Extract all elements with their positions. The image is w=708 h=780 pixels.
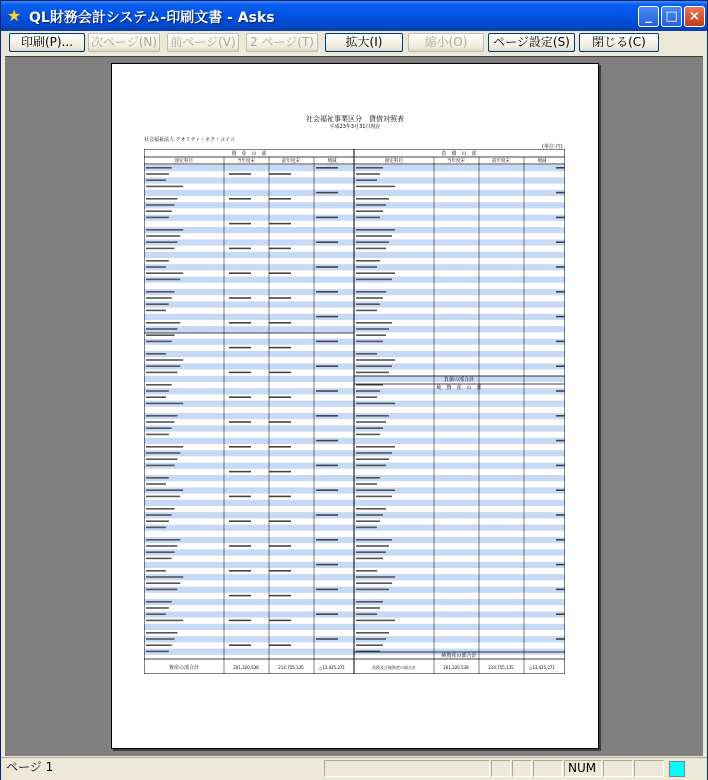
net-total-label: 純資産の部合計 — [441, 653, 477, 659]
maximize-button[interactable]: □ — [661, 6, 682, 27]
status-panel — [324, 760, 490, 777]
balance-sheet-table — [144, 149, 565, 674]
liab-net-total-curr: 201,320,538 — [443, 665, 469, 670]
col-item-right: 勘定科目 — [385, 159, 403, 164]
page-indicator: ページ 1 — [6, 760, 54, 774]
star-icon: ★ — [7, 6, 22, 25]
liab-net-total-prev: 214,755,135 — [488, 665, 514, 670]
zoom-out-button[interactable]: 縮小(O) — [408, 33, 484, 52]
document-date: 平成23年3月31日現在 — [329, 124, 381, 130]
next-page-button[interactable]: 次ページ(N) — [88, 33, 160, 52]
prev-page-button[interactable]: 前ページ(V) — [167, 33, 239, 52]
document-title: 社会福祉事業区分 貸借対照表 — [306, 115, 404, 123]
two-page-button[interactable]: 2 ページ(T) — [246, 33, 318, 52]
status-panel — [512, 760, 532, 777]
col-curr-right: 当年度末 — [447, 159, 465, 164]
assets-total-prev: 214,755,135 — [278, 665, 304, 670]
window-title: QL財務会計システム-印刷文書 - Asks — [29, 10, 275, 26]
close-preview-button[interactable]: 閉じる(C) — [579, 33, 659, 52]
title-bar[interactable] — [1, 1, 707, 31]
corporation-name: 社会福祉法人 クオリティ・ネク・コイコ — [144, 137, 235, 143]
liabilities-header: 負 債 の 部 — [441, 151, 477, 157]
col-diff-right: 増減 — [537, 159, 547, 164]
num-lock-indicator: NUM — [564, 760, 602, 777]
page-setup-button[interactable]: ページ設定(S) — [488, 33, 575, 52]
assets-total-curr: 201,320,538 — [233, 665, 259, 670]
assets-total-diff: △13,425,271 — [319, 665, 345, 670]
status-indicator-icon — [669, 761, 685, 777]
liab-net-total-label: 負債及び純資産の部合計 — [372, 665, 416, 670]
liab-total-label: 負債の部合計 — [443, 377, 475, 383]
col-prev-right: 前年度末 — [492, 159, 510, 164]
zoom-in-button[interactable]: 拡大(I) — [325, 33, 403, 52]
unit-label: (単位:円) — [542, 144, 563, 150]
status-bar — [1, 757, 707, 780]
preview-area[interactable] — [5, 56, 703, 756]
col-prev-left: 前年度末 — [282, 159, 300, 164]
toolbar — [1, 31, 707, 55]
net-assets-header: 純 資 産 の 部 — [436, 385, 482, 391]
col-curr-left: 当年度末 — [237, 159, 255, 164]
status-panel — [491, 760, 511, 777]
col-item-left: 勘定科目 — [175, 159, 193, 164]
status-panel — [634, 760, 664, 777]
col-diff-left: 増減 — [327, 159, 337, 164]
close-window-button[interactable]: × — [684, 6, 705, 27]
assets-total-label: 資産の部合計 — [168, 665, 200, 671]
document-page — [111, 63, 599, 749]
assets-header: 資 産 の 部 — [231, 151, 267, 157]
status-panel — [603, 760, 633, 777]
liab-net-total-diff: △13,425,271 — [529, 665, 555, 670]
status-panel — [533, 760, 563, 777]
minimize-button[interactable]: _ — [638, 6, 659, 27]
print-button[interactable]: 印刷(P)... — [9, 33, 85, 52]
